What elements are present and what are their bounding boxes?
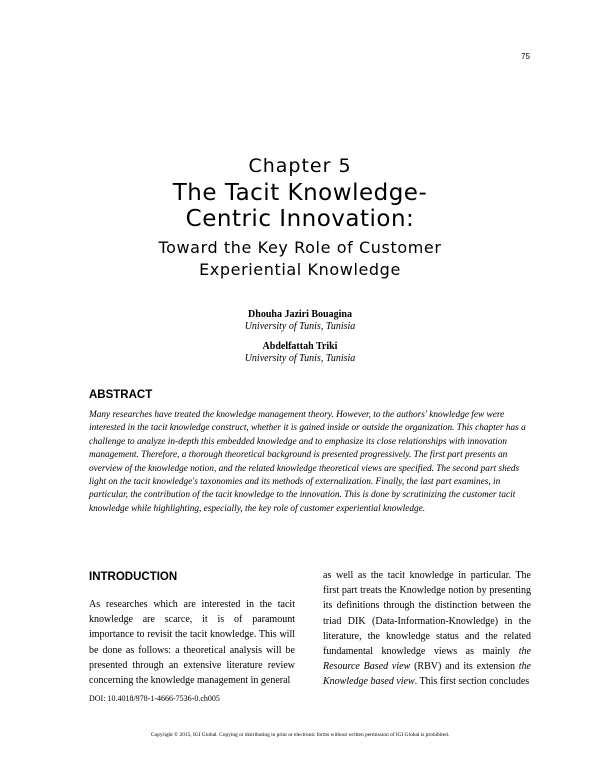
doi: DOI: 10.4018/978-1-4666-7536-0.ch005	[89, 694, 220, 703]
chapter-label: Chapter 5	[248, 155, 352, 177]
page-number: 75	[521, 52, 530, 61]
copyright-notice: Copyright © 2015, IGI Global. Copying or distributing in print or electronic forms without written permission of IGI Global is prohibited.	[150, 732, 450, 738]
author-name: Dhouha Jaziri Bouagina	[248, 309, 352, 320]
chapter-title	[0, 180, 600, 232]
chapter-subtitle	[0, 237, 600, 281]
author-name: Abdelfattah Triki	[262, 341, 338, 352]
author-block	[0, 341, 600, 365]
intro-right-text: as well as the tacit knowledge in particular. The first part treats the Knowledge notion by presenting its definitions through the distinction between the triad DIK (Data-Information-Knowledge) in the literature, the knowledge status and the related fundamental knowledge views as mainly	[323, 570, 531, 658]
author-block	[0, 309, 600, 333]
abstract-body: Many researches have treated the knowledge management theory. However, to the authors' knowledge few were interested in the tacit knowledge construct, whether it is gained inside or outside the organization. This chapter has a challenge to analyze in-depth this embedded knowledge and to emphasize its close relationships with innovation management. Therefore, a thorough theoretical background is presented progressively. The first part presents an overview of the knowledge notion, and the related knowledge theoretical views are specified. The second part sheds light on the tacit knowledge's taxonomies and its methods of externalization. Finally, the last part examines, in particular, the contribution of the tacit knowledge to the innovation. This is done by scrutinizing the customer tacit knowledge while highlighting, especially, the key role of customer experiential knowledge.	[89, 410, 526, 514]
chapter-subtitle-line-1: Toward the Key Role of Customer	[158, 238, 442, 257]
chapter-subtitle-line-2: Experiential Knowledge	[199, 260, 401, 279]
chapter-title-line-1: The Tacit Knowledge-	[172, 180, 428, 206]
author-affiliation: University of Tunis, Tunisia	[244, 353, 356, 364]
intro-right-emphasis: the Resource Based view	[323, 646, 531, 673]
intro-right-text: . This first section concludes	[414, 676, 530, 688]
introduction-right-column	[323, 568, 531, 690]
author-affiliation: University of Tunis, Tunisia	[244, 321, 356, 332]
intro-right-emphasis: the Knowledge based view	[323, 661, 531, 688]
introduction-heading: INTRODUCTION	[89, 571, 178, 583]
chapter-title-line-2: Centric Innovation:	[185, 206, 415, 232]
intro-right-text: (RBV) and its extension	[410, 661, 519, 673]
introduction-left-column: As researches which are interested in the tacit knowledge are scarce, it is of paramount importance to revisit the tacit knowledge. This will be done as follows: a theoretical analysis will be presented through an extensive literature review concerning the knowledge management in general	[89, 599, 295, 687]
abstract-heading: ABSTRACT	[89, 389, 153, 401]
